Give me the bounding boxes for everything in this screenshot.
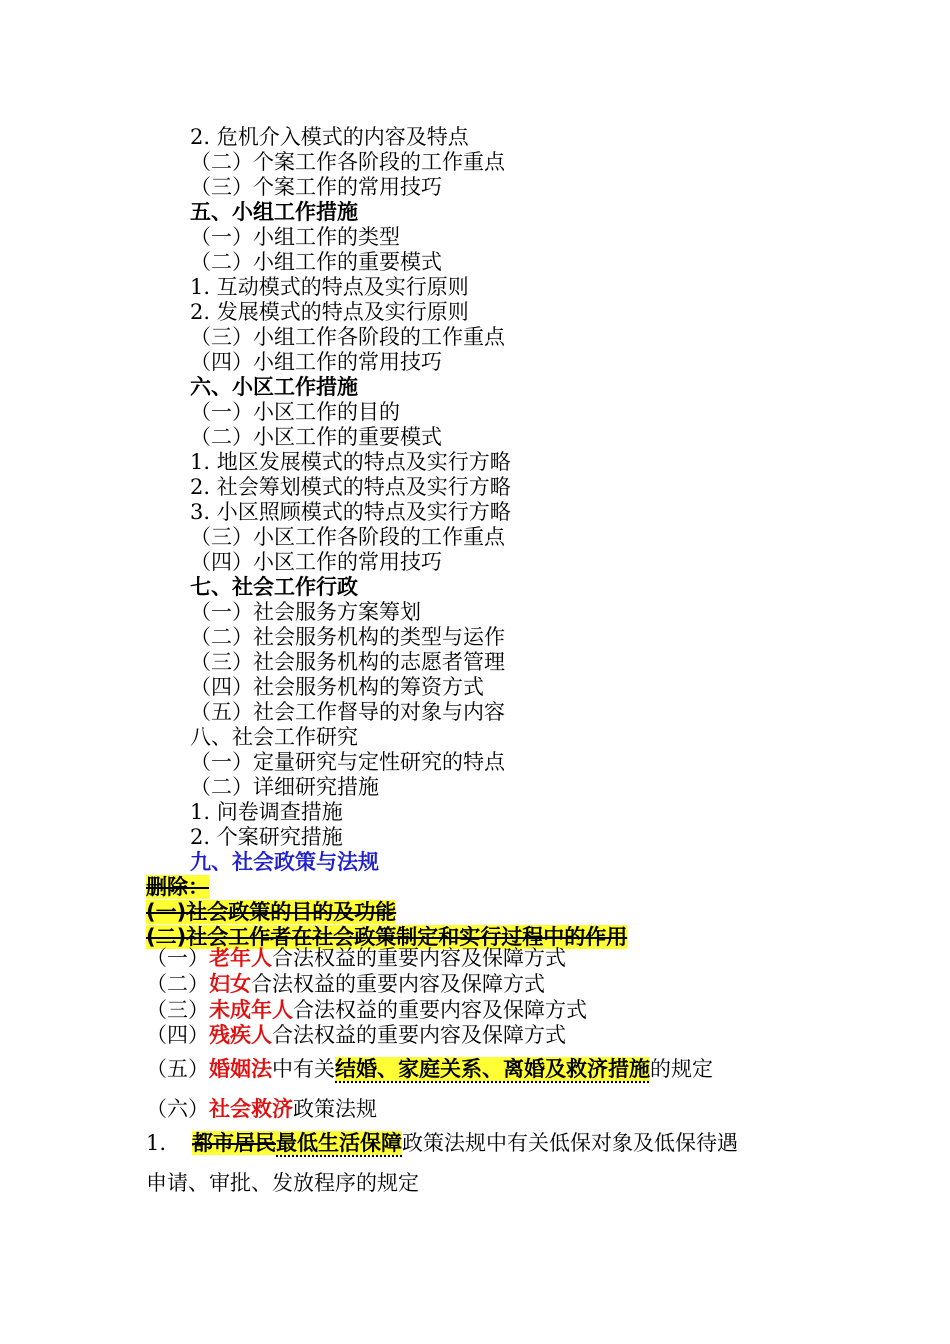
low-income-item: 1. 都市居民最低生活保障政策法规中有关低保对象及低保待遇 (146, 1131, 739, 1155)
item-quant-qual: （一）定量研究与定性研究的特点 (190, 750, 505, 774)
item-community-stages: （三）小区工作各阶段的工作重点 (190, 525, 505, 549)
item-fundraising: （四）社会服务机构的筹资方式 (190, 675, 484, 699)
item-community-care: 3. 小区照顾模式的特点及实行方略 (190, 500, 511, 524)
rights-elderly: （一）老年人合法权益的重要内容及保障方式 (146, 946, 566, 970)
item-community-skills: （四）小区工作的常用技巧 (190, 550, 442, 574)
item-interactive-model: 1. 互动模式的特点及实行原则 (190, 275, 469, 299)
item-survey: 1. 问卷调查措施 (190, 800, 343, 824)
item-local-development: 1. 地区发展模式的特点及实行方略 (190, 450, 511, 474)
item-case-study: 2. 个案研究措施 (190, 825, 343, 849)
item-research-methods: （二）详细研究措施 (190, 775, 379, 799)
item-crisis-model: 2. 危机介入模式的内容及特点 (190, 125, 469, 149)
deleted-item-1: (一)社会政策的目的及功能 (146, 900, 397, 924)
item-community-goals: （一）小区工作的目的 (190, 400, 400, 424)
item-agency-types: （二）社会服务机构的类型与运作 (190, 625, 505, 649)
rights-disabled: （四）残疾人合法权益的重要内容及保障方式 (146, 1023, 566, 1047)
rights-women: （二）妇女合法权益的重要内容及保障方式 (146, 972, 545, 996)
item-group-models: （二）小组工作的重要模式 (190, 250, 442, 274)
deleted-label: 删除： (146, 875, 209, 899)
rights-minors: （三）未成年人合法权益的重要内容及保障方式 (146, 998, 587, 1022)
social-relief-item: （六）社会救济政策法规 (146, 1097, 377, 1121)
item-social-planning: 2. 社会筹划模式的特点及实行方略 (190, 475, 511, 499)
marriage-law-item: （五）婚姻法中有关结婚、家庭关系、离婚及救济措施的规定 (146, 1057, 713, 1081)
item-group-types: （一）小组工作的类型 (190, 225, 400, 249)
low-income-item-continued: 申请、审批、发放程序的规定 (146, 1171, 419, 1195)
item-community-models: （二）小区工作的重要模式 (190, 425, 442, 449)
item-case-skills: （三）个案工作的常用技巧 (190, 175, 442, 199)
item-volunteer-management: （三）社会服务机构的志愿者管理 (190, 650, 505, 674)
item-case-stages: （二）个案工作各阶段的工作重点 (190, 150, 505, 174)
heading-group-work: 五、小组工作措施 (190, 200, 358, 224)
deleted-item-2: (二)社会工作者在社会政策制定和实行过程中的作用 (146, 925, 628, 949)
item-group-stages: （三）小组工作各阶段的工作重点 (190, 325, 505, 349)
item-supervision: （五）社会工作督导的对象与内容 (190, 700, 505, 724)
item-development-model: 2. 发展模式的特点及实行原则 (190, 300, 469, 324)
item-group-skills: （四）小组工作的常用技巧 (190, 350, 442, 374)
heading-research: 八、社会工作研究 (190, 725, 358, 749)
heading-administration: 七、社会工作行政 (190, 575, 358, 599)
heading-community-work: 六、小区工作措施 (190, 375, 358, 399)
item-service-planning: （一）社会服务方案筹划 (190, 600, 421, 624)
heading-policy: 九、社会政策与法规 (190, 850, 379, 874)
